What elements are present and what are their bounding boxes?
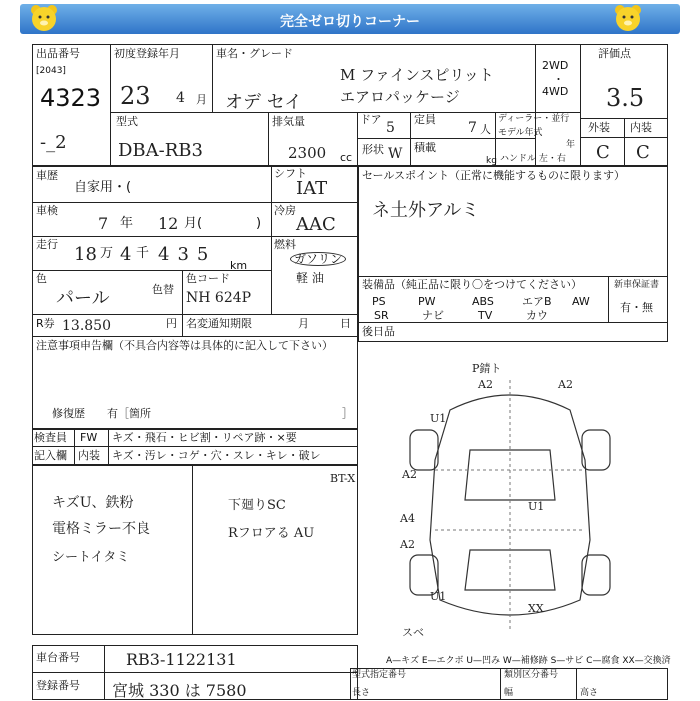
footer-l2: 類別区分番号	[504, 670, 559, 680]
transfer-month: 月	[298, 317, 309, 330]
capacity-value: 7	[468, 120, 477, 136]
model-label: 型式	[116, 115, 138, 128]
color-label: 色	[36, 272, 47, 285]
chassis-label: 車台番号	[36, 651, 80, 664]
mileage-sen-unit: 千	[136, 246, 150, 261]
recycle-value: 13.850	[62, 318, 111, 334]
lot-sub: [2043]	[36, 66, 66, 76]
inspector-row2: キズ・汚レ・コゲ・穴・スレ・キレ・破レ	[112, 449, 321, 462]
banner-title: 完全ゼロ切りコーナー	[280, 14, 420, 30]
car-diagram	[360, 350, 670, 650]
inspector-tag-fw: FW	[80, 431, 98, 444]
diag-mark-4: A2	[402, 468, 417, 481]
color-code: NH 624P	[186, 290, 252, 306]
engine-label: 排気量	[272, 115, 305, 128]
capacity-unit: 人	[480, 123, 491, 136]
equipment-item: ナビ	[422, 309, 444, 322]
wheel-fr	[582, 430, 610, 470]
fuel-label: 燃料	[274, 238, 296, 251]
shape-label: 形状	[362, 143, 384, 156]
score-label: 評価点	[598, 47, 631, 60]
fuel-diesel: 軽 油	[296, 271, 324, 285]
diag-mark-6: A4	[400, 512, 415, 525]
mileage-man-unit: 万	[100, 246, 114, 261]
interior-value: C	[636, 142, 650, 163]
shift-value: IAT	[296, 178, 328, 199]
reg-year: 23	[120, 82, 151, 110]
door-label: ドア	[360, 113, 382, 126]
recycle-label: R券	[36, 317, 55, 330]
equipment-label: 装備品（純正品に限り〇をつけてください）	[362, 278, 582, 291]
diag-mark-9: XX	[528, 602, 544, 615]
diag-mark-3: U1	[430, 412, 447, 425]
wheel-fl	[410, 430, 438, 470]
shape-value: W	[388, 146, 403, 162]
diag-mark-5: U1	[528, 500, 545, 513]
color-code-label: 色コード	[186, 272, 230, 285]
handle-label: ハンドル 左・右	[500, 154, 566, 164]
equipment-item: PS	[372, 295, 386, 308]
right-frame	[358, 166, 668, 342]
car-grade1: M ファインスピリット	[340, 66, 494, 84]
remark-left-1: キズU、鉄粉	[52, 495, 134, 511]
warranty-value: 有・無	[620, 301, 653, 314]
diag-mark-2: A2	[558, 378, 573, 391]
equipment-item: AW	[572, 295, 590, 308]
inspector-tag-interior: 内装	[78, 449, 100, 462]
sales-value: ネ土外アルミ	[372, 200, 480, 221]
footer-l5: 高さ	[580, 688, 599, 698]
remark-left-2: 電格ミラー不良	[52, 521, 150, 537]
dealer-label: ディーラー・並行	[498, 114, 570, 124]
inspector-label: 検査員	[34, 431, 67, 444]
inspection-month: 12	[158, 214, 179, 233]
equipment-item: ABS	[472, 295, 494, 308]
history-label: 車歴	[36, 169, 58, 182]
interior-label: 内装	[630, 121, 652, 134]
inspection-year-unit: 年	[120, 216, 134, 231]
modelyear-label: モデル年式	[498, 128, 543, 138]
mileage-unit: km	[230, 259, 248, 272]
engine-value: 2300	[288, 144, 327, 162]
drive-2wd: 2WD	[542, 59, 569, 72]
ac-label: 冷房	[274, 204, 296, 217]
inspection-label: 車検	[36, 204, 58, 217]
equipment-item: エアB	[522, 295, 552, 308]
inspection-close: )	[256, 216, 262, 231]
load-label: 積載	[414, 141, 436, 154]
door-value: 5	[386, 120, 395, 136]
mileage-label: 走行	[36, 238, 58, 251]
bear-mascot-icon	[28, 2, 60, 34]
mileage-man: 18	[74, 244, 97, 265]
inspector-row1: キズ・飛石・ヒビ割・リペア跡・×要	[112, 431, 297, 444]
load-unit: kg	[486, 156, 497, 166]
reg-month-unit: 月	[196, 93, 207, 106]
header-banner	[20, 4, 680, 34]
equipment-item: PW	[418, 295, 436, 308]
reg-label: 初度登録年月	[114, 47, 180, 60]
mileage-rest: 435	[158, 244, 217, 265]
color-value: パール	[56, 288, 110, 309]
lot-label: 出品番号	[36, 47, 80, 60]
diag-mark-10: スベ	[402, 626, 424, 639]
equipment-item: SR	[374, 309, 389, 322]
equipment-item: カウ	[526, 309, 548, 322]
legend-text: A—キズ E—エクボ U—凹み W—補修跡 S—サビ C—腐食 XX—交換済	[386, 656, 671, 666]
lot-number: 4323	[40, 84, 102, 112]
modelyear-unit: 年	[566, 140, 576, 150]
exterior-value: C	[596, 142, 610, 163]
rear-seat-label: 後日品	[362, 325, 395, 338]
bear-mascot-icon	[612, 2, 644, 34]
diag-mark-1: A2	[478, 378, 493, 391]
color-change-label: 色替	[152, 283, 174, 296]
score-value: 3.5	[606, 84, 645, 112]
remark-right-2: Rフロアる AU	[228, 526, 315, 541]
car-grade2: エアロパッケージ	[340, 88, 460, 106]
equipment-item: TV	[478, 309, 493, 322]
footer-l3: 長さ	[352, 688, 371, 698]
footer-l1: 型式指定番号	[352, 670, 407, 680]
car-roof-outline	[465, 450, 555, 500]
fuel-gasoline: ガソリン	[290, 252, 346, 266]
transfer-label: 名変通知期限	[186, 317, 252, 330]
footer-l4: 幅	[504, 688, 514, 698]
remark-right-1: 下廻りSC	[228, 498, 286, 513]
reg-month: 4	[176, 90, 185, 106]
drive-4wd: 4WD	[542, 85, 569, 98]
transfer-day: 日	[340, 317, 351, 330]
inspection-month-unit: 月(	[184, 216, 203, 231]
inspector-row2-label: 記入欄	[34, 449, 67, 462]
car-label: 車名・グレード	[216, 47, 293, 60]
drive-dot: ・	[553, 73, 564, 86]
repair-close: ］	[342, 407, 353, 420]
remark-top: BT-X	[330, 472, 356, 485]
notes-label: 注意事項申告欄（不具合内容等は具体的に記入して下さい）	[36, 339, 333, 352]
inspection-year: 7	[98, 214, 109, 233]
diag-mark-0: P錆ト	[472, 362, 502, 375]
sales-label: セールスポイント（正常に機能するものに限ります）	[362, 169, 626, 182]
plate-label: 登録番号	[36, 679, 80, 692]
mileage-sen: 4	[120, 244, 132, 265]
warranty-label: 新車保証書	[614, 280, 660, 290]
history-value: 自家用・(	[74, 180, 132, 195]
capacity-label: 定員	[414, 113, 436, 126]
ac-value: AAC	[296, 214, 336, 235]
shift-label: シフト	[274, 167, 307, 180]
chassis-value: RB3-1122131	[126, 650, 237, 669]
remark-left-3: シートイタミ	[52, 550, 130, 565]
model-value: DBA-RB3	[118, 140, 203, 161]
repair-label: 修復歴 有［箇所	[52, 407, 151, 420]
diag-mark-7: A2	[400, 538, 415, 551]
exterior-label: 外装	[588, 121, 610, 134]
plate-value: 宮城 330 は 7580	[112, 681, 247, 700]
recycle-unit: 円	[166, 317, 177, 330]
car-name: オデ セイ	[225, 92, 303, 113]
diag-mark-8: U1	[430, 590, 447, 603]
lot-note: -_2	[40, 132, 67, 153]
engine-unit: cc	[340, 151, 353, 164]
